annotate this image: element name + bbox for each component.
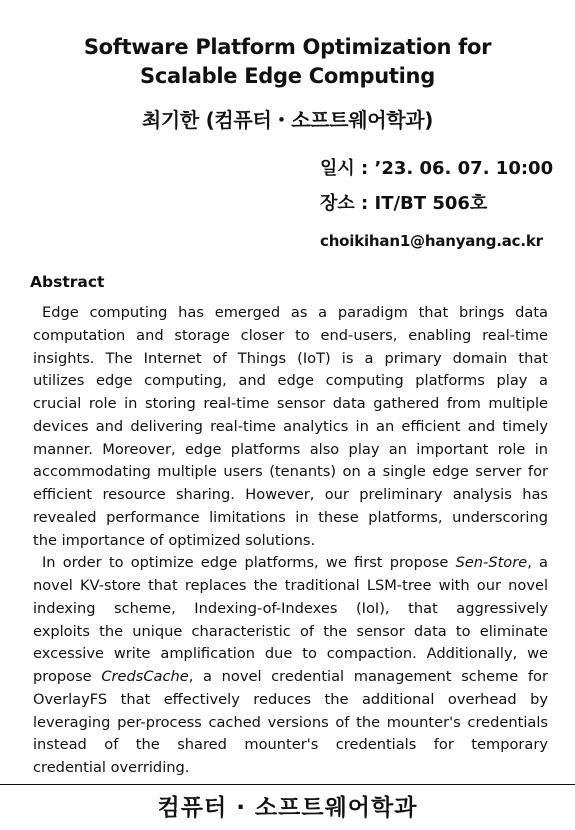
- abstract-line-with-emphasis: [33, 552, 548, 575]
- presenter-name: 최기한 (컴퓨터・소프트웨어학과): [141, 108, 434, 132]
- abstract-line: instead of the shared mounter's credentials for temporary: [33, 736, 548, 754]
- credscache-term: CredsCache: [101, 668, 189, 685]
- abstract-text: In order to optimize edge platforms, we first propose: [42, 554, 456, 572]
- abstract-line: the importance of optimized solutions.: [33, 531, 316, 549]
- footer-divider: [0, 784, 575, 785]
- seminar-title-line-1: Software Platform Optimization for: [83, 35, 492, 59]
- abstract-line: leveraging per-process cached versions of the mounter's credentials: [33, 713, 548, 731]
- abstract-line: computation and storage closer to end-users, enabling real-time: [33, 326, 548, 344]
- abstract-line: devices and delivering real-time analytics in an efficient and timely: [33, 417, 548, 435]
- abstract-line: revealed performance limitations in these platforms, underscoring: [33, 508, 548, 526]
- seminar-date: 일시 : ’23. 06. 07. 10:00: [320, 158, 554, 179]
- department-logo: 컴퓨터 · 소프트웨어학과: [157, 795, 418, 821]
- abstract-heading: Abstract: [30, 273, 105, 291]
- seminar-location: 장소 : IT/BT 506호: [320, 193, 488, 214]
- abstract-text: propose: [33, 668, 102, 685]
- sen-store-term: Sen-Store: [455, 554, 528, 572]
- presenter-email: choikihan1@hanyang.ac.kr: [320, 232, 543, 250]
- abstract-text: , a: [527, 554, 548, 572]
- abstract-line: OverlayFS that effectively reduces the additional overhead by: [33, 690, 548, 708]
- abstract-line: indexing scheme, Indexing-of-Indexes (IoI), that aggressively: [33, 599, 548, 617]
- abstract-line: accommodating multiple users (tenants) on a single edge server for: [33, 463, 548, 481]
- abstract-line: exploits the unique characteristic of the sensor data to eliminate: [33, 622, 548, 640]
- seminar-title-line-2: Scalable Edge Computing: [140, 64, 435, 88]
- abstract-line: novel KV-store that replaces the traditional LSM-tree with our novel: [33, 577, 548, 594]
- abstract-line: excessive write amplification due to compaction. Additionally, we: [33, 645, 548, 663]
- abstract-line: Edge computing has emerged as a paradigm that brings data: [42, 304, 548, 321]
- abstract-line: crucial role in storing real-time sensor data gathered from multiple: [33, 395, 548, 412]
- abstract-line: insights. The Internet of Things (IoT) is a primary domain that: [33, 349, 548, 367]
- abstract-body: [33, 302, 548, 780]
- abstract-line: efficient resource sharing. However, our preliminary analysis has: [33, 486, 548, 503]
- abstract-text: , a novel credential management scheme for: [188, 668, 548, 685]
- abstract-line: utilizes edge computing, and edge computing platforms play a: [33, 372, 548, 390]
- abstract-line: manner. Moreover, edge platforms also play an important role in: [33, 440, 548, 458]
- abstract-line-with-emphasis: [33, 666, 548, 689]
- abstract-line: credential overriding.: [33, 759, 190, 776]
